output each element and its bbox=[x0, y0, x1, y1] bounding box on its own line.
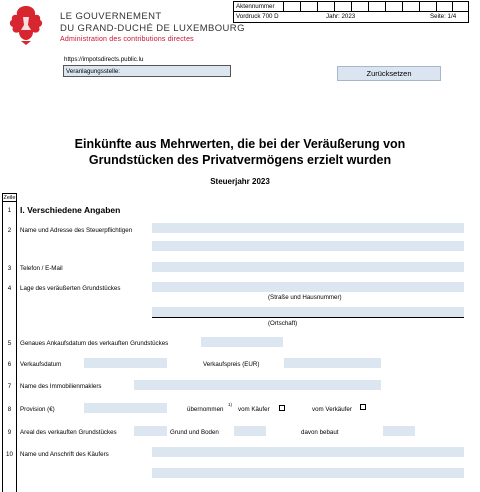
aktennummer-cell-1[interactable] bbox=[284, 1, 301, 12]
phone-email-field[interactable] bbox=[152, 262, 464, 272]
area-field[interactable] bbox=[134, 426, 167, 436]
row-9-label: Areal des verkauften Grundstückes bbox=[20, 429, 117, 436]
aktennummer-cell-5[interactable] bbox=[352, 1, 369, 12]
form-title-line-2: Grundstücken des Privatvermögens erzielt wurden bbox=[88, 153, 392, 167]
row-8-label: Provision (€) bbox=[20, 406, 55, 413]
jahr-label: Jahr: 2023 bbox=[326, 13, 356, 20]
built-on-label: davon bebaut bbox=[301, 429, 339, 436]
land-field[interactable] bbox=[234, 426, 266, 436]
sale-price-field[interactable] bbox=[284, 358, 381, 368]
row-number-2: 2 bbox=[7, 227, 12, 234]
row-5-label: Genaues Ankaufsdatum des verkauften Grundstückes bbox=[20, 340, 169, 347]
veranlagungsstelle-field[interactable]: Veranlagungsstelle: bbox=[63, 65, 231, 77]
zeile-column bbox=[2, 202, 17, 492]
reset-button[interactable]: Zurücksetzen bbox=[337, 66, 441, 81]
row-number-6: 6 bbox=[7, 361, 12, 368]
seite-label: Seite: 1/4 bbox=[430, 13, 457, 20]
row-10-label: Name und Anschrift des Käufers bbox=[20, 451, 109, 458]
tax-year: Steuerjahr 2023 bbox=[210, 177, 270, 186]
row-4-label: Lage des veräußerten Grundstückes bbox=[20, 285, 121, 292]
row-3-label: Telefon / E-Mail bbox=[20, 265, 63, 272]
by-buyer-label: vom Käufer bbox=[238, 406, 270, 413]
aktennummer-label: Aktennummer bbox=[233, 1, 284, 12]
form-title-line-1: Einkünfte aus Mehrwerten, die bei der Veräußerung von bbox=[74, 137, 406, 151]
by-buyer-checkbox[interactable] bbox=[279, 405, 285, 411]
row-number-4: 4 bbox=[7, 285, 12, 292]
aktennummer-cell-11[interactable] bbox=[453, 1, 469, 12]
aktennummer-cell-7[interactable] bbox=[386, 1, 403, 12]
sale-date-field[interactable] bbox=[84, 358, 167, 368]
property-town-field[interactable] bbox=[152, 307, 464, 317]
taken-over-label: übernommen bbox=[187, 406, 224, 413]
by-seller-label: vom Verkäufer bbox=[312, 406, 352, 413]
taxpayer-address-field[interactable] bbox=[152, 241, 464, 251]
town-hint: (Ortschaft) bbox=[268, 320, 298, 327]
by-seller-checkbox[interactable] bbox=[360, 404, 366, 410]
property-street-field[interactable] bbox=[152, 282, 464, 292]
row-6-label: Verkaufsdatum bbox=[20, 361, 62, 368]
row-2-label: Name und Adresse des Steuerpflichtigen bbox=[20, 227, 133, 234]
vordruck-row bbox=[233, 12, 469, 23]
aktennummer-cell-6[interactable] bbox=[369, 1, 386, 12]
row-number-10: 10 bbox=[6, 451, 13, 458]
gov-line-2: DU GRAND-DUCHÉ DE LUXEMBOURG bbox=[60, 23, 245, 34]
taxpayer-name-field[interactable] bbox=[152, 223, 464, 233]
luxembourg-lion-logo bbox=[6, 3, 46, 47]
aktennummer-cell-2[interactable] bbox=[301, 1, 318, 12]
row-number-3: 3 bbox=[7, 265, 12, 272]
website-url: https://impotsdirects.public.lu bbox=[64, 56, 144, 63]
town-underline bbox=[152, 317, 464, 318]
row-number-7: 7 bbox=[7, 383, 12, 390]
row-number-9: 9 bbox=[7, 429, 12, 436]
built-on-field[interactable] bbox=[383, 426, 415, 436]
row-number-1: 1 bbox=[7, 207, 12, 214]
aktennummer-cell-4[interactable] bbox=[335, 1, 352, 12]
section-1-heading: I. Verschiedene Angaben bbox=[20, 205, 121, 215]
aktennummer-cell-10[interactable] bbox=[437, 1, 453, 12]
row-number-5: 5 bbox=[7, 340, 12, 347]
purchase-date-field[interactable] bbox=[201, 337, 283, 347]
gov-line-3: Administration des contributions directes bbox=[60, 36, 194, 43]
vordruck-label: Vordruck 700 D bbox=[236, 13, 279, 20]
zeile-header: Zeile bbox=[3, 195, 16, 201]
aktennummer-cell-3[interactable] bbox=[318, 1, 335, 12]
row-7-label: Name des Immobilienmaklers bbox=[20, 383, 102, 390]
land-label: Grund und Boden bbox=[170, 429, 219, 436]
buyer-address-field[interactable] bbox=[152, 468, 464, 478]
footnote-marker: 1) bbox=[228, 402, 233, 407]
commission-field[interactable] bbox=[84, 403, 167, 413]
gov-line-1: LE GOUVERNEMENT bbox=[60, 11, 162, 22]
aktennummer-cell-9[interactable] bbox=[420, 1, 437, 12]
row-number-8: 8 bbox=[7, 406, 12, 413]
sale-price-label: Verkaufspreis (EUR) bbox=[203, 361, 260, 368]
buyer-name-field[interactable] bbox=[152, 447, 464, 457]
street-hint: (Straße und Hausnummer) bbox=[268, 294, 342, 301]
aktennummer-cell-8[interactable] bbox=[403, 1, 420, 12]
estate-agent-field[interactable] bbox=[134, 380, 381, 390]
